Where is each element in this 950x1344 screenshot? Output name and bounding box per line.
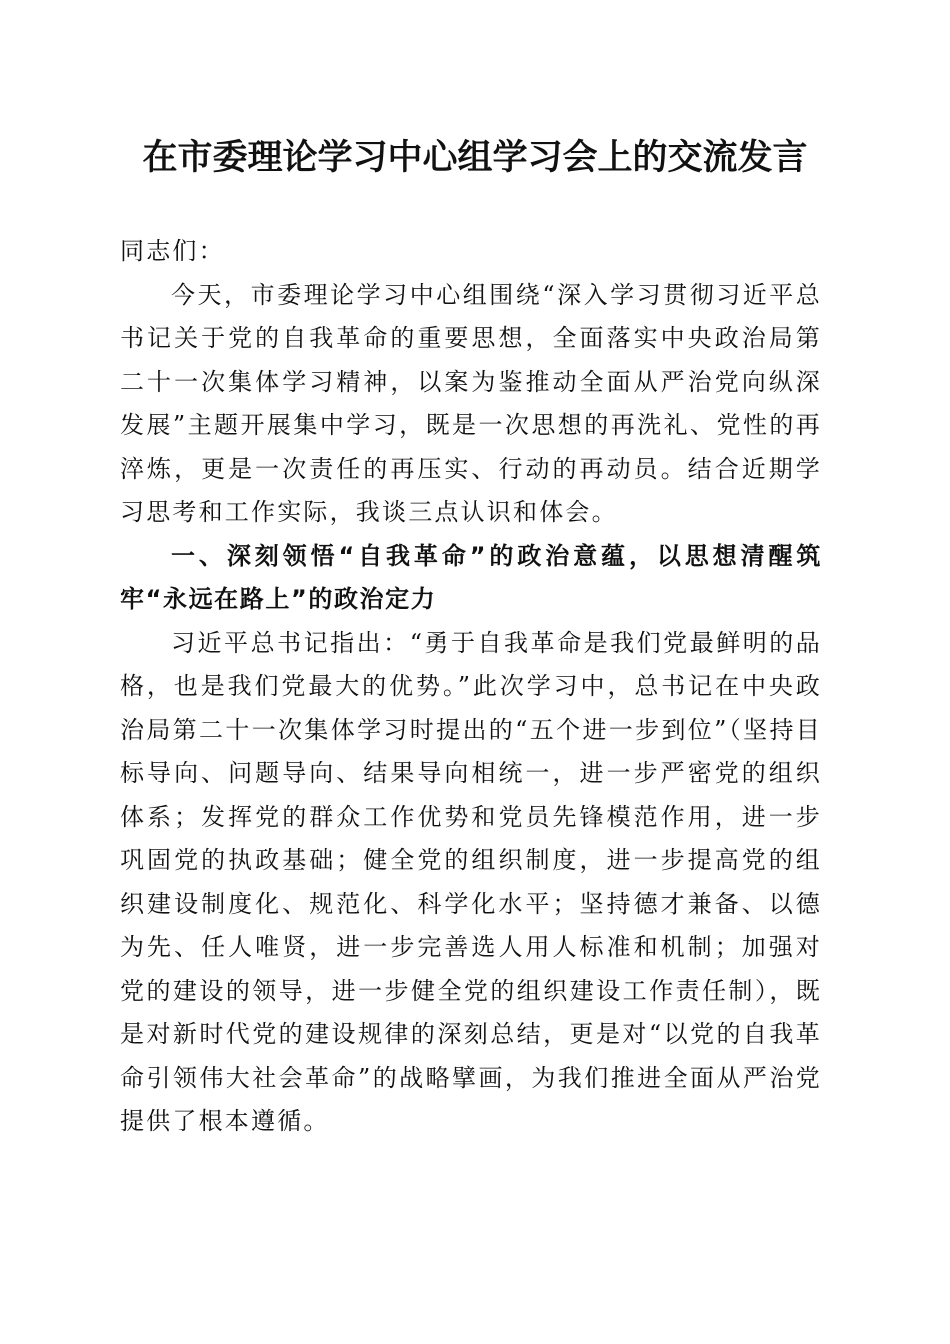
intro-paragraph: 今天，市委理论学习中心组围绕“深入学习贯彻习近平总书记关于党的自我革命的重要思想，全面落实中央政治局第二十一次集体学习精神，以案为鉴推动全面从严治党向纵深发展”主题开展集中学习，既是一次思想的再洗礼、党性的再淬炼，更是一次责任的再压实、行动的再动员。结合近期学习思考和工作实际，我谈三点认识和体会。: [120, 280, 822, 526]
section-paragraph: 习近平总书记指出：“勇于自我革命是我们党最鲜明的品格，也是我们党最大的优势。”此次学习中，总书记在中央政治局第二十一次集体学习时提出的“五个进一步到位”（坚持目标导向、问题导向、结果导向相统一，进一步严密党的组织体系；发挥党的群众工作优势和党员先锋模范作用，进一步巩固党的执政基础；健全党的组织制度，进一步提高党的组织建设制度化、规范化、科学化水平；坚持德才兼备、以德为先、任人唯贤，进一步完善选人用人标准和机制；加强对党的建设的领导，进一步健全党的组织建设工作责任制），既是对新时代党的建设规律的深刻总结，更是对“以党的自我革命引领伟大社会革命”的战略擘画，为我们推进全面从严治党提供了根本遵循。: [120, 628, 822, 1135]
salutation: 同志们：: [120, 237, 225, 265]
section-heading: 一、深刻领悟“自我革命”的政治意蕴，以思想清醒筑牢“永远在路上”的政治定力: [120, 541, 822, 613]
document-title: 在市委理论学习中心组学习会上的交流发言: [142, 137, 808, 178]
document-body: [120, 230, 822, 1144]
